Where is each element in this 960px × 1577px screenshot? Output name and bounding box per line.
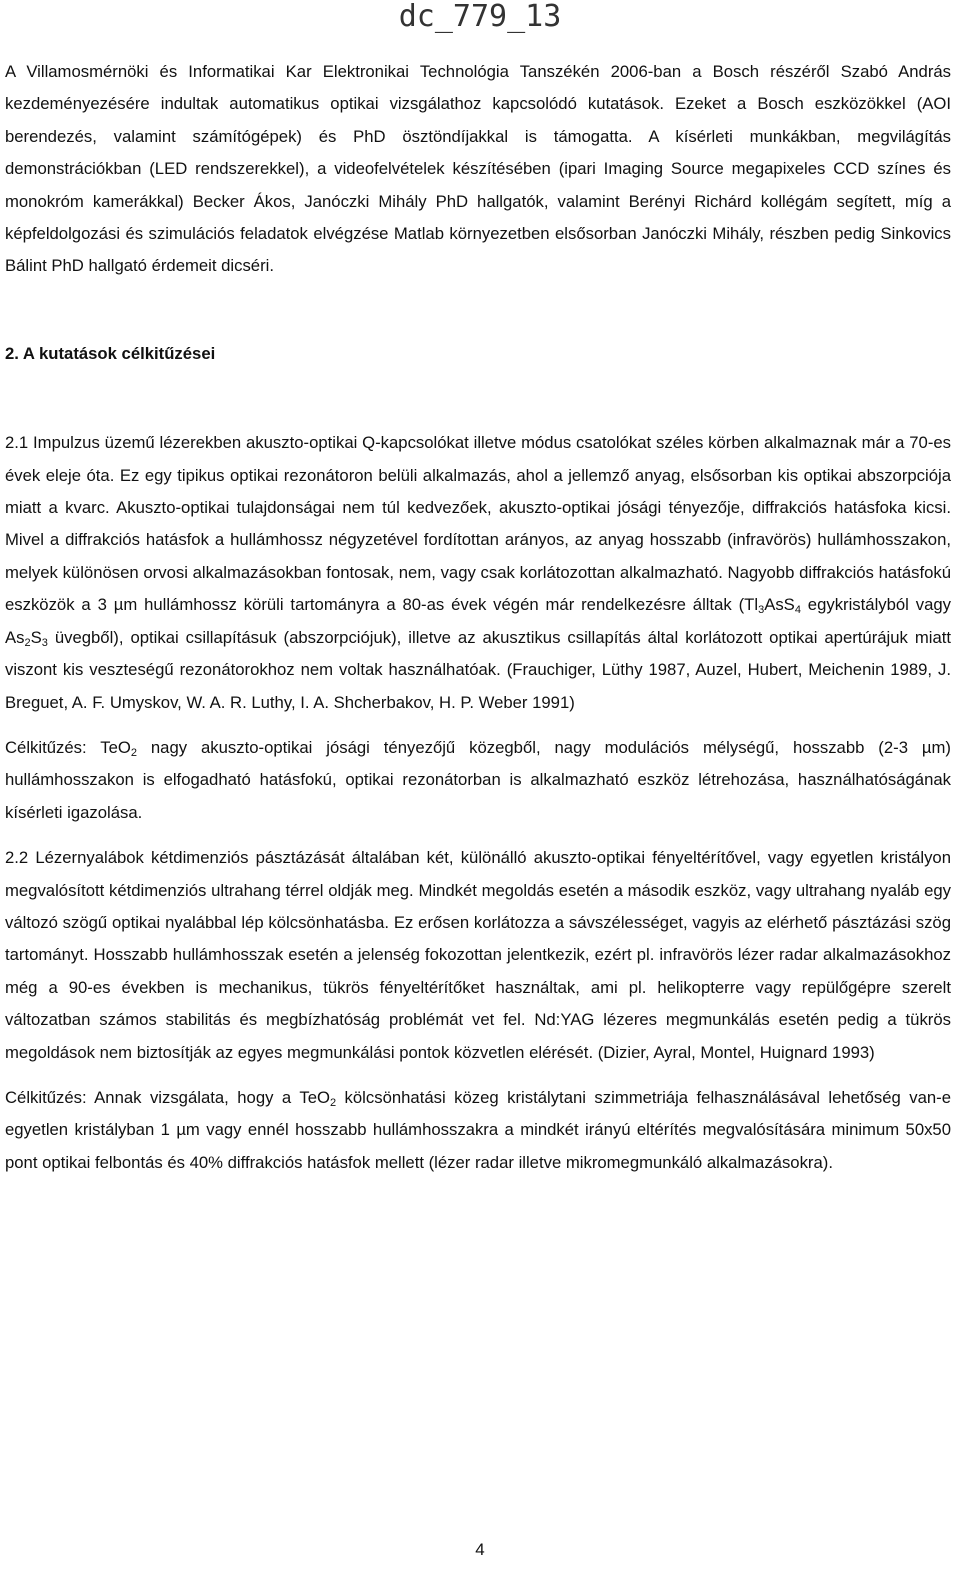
- section-2-1-paragraph: [5, 427, 951, 719]
- page-number: 4: [475, 1540, 485, 1559]
- text-run: Célkitűzés: Annak vizsgálata, hogy a TeO: [5, 1087, 330, 1107]
- subscript: 3: [758, 604, 765, 617]
- goal-2-paragraph: [5, 1082, 951, 1179]
- section-2-2-paragraph: 2.2 Lézernyalábok kétdimenziós pásztázását általában két, különálló akuszto-optikai fényeltérítővel, vagy egyetlen kristályon megvalósított kétdimenziós ultrahang térrel oldják meg. Mindkét megoldás esetén a második eszköz, vagy ultrahang nyaláb egy változó szögű optikai nyalábbal lép kölcsönhatásba. Ez erősen korlátozza a sávszélességet, vagyis az elérhető pásztázási szög tartományt. Hosszabb hullámhosszak esetén a jelenség fokozottan jelentkezik, ezért pl. infravörös lézer radar alkalmazásokhoz még a 90-es években is mechanikus, tükrös fényeltérítőket használtak, ami pl. helikopterre vagy repülőgépre szerelt változatban számos stabilitás és megbízhatóság problémát vet fel. Nd:YAG lézeres megmunkálás esetén pedig a tükrös megoldások nem biztosítják az egyes megmunkálási pontok közvetlen elérését. (Dizier, Ayral, Montel, Huignard 1993): [5, 848, 951, 1062]
- subscript: 2: [130, 746, 137, 759]
- intro-paragraph: A Villamosmérnöki és Informatikai Kar Elektronikai Technológia Tanszékén 2006-ban a Bosch részéről Szabó András kezdeményezésére indultak automatikus optikai vizsgálathoz kapcsolódó kutatások. Ezeket a Bosch eszközökkel (AOI berendezés, valamint számítógépek) és PhD ösztöndíjakkal is támogatta. A kísérleti munkákban, megvilágítás demonstrációkban (LED rendszerekkel), a videofelvételek készítésében (ipari Imaging Source megapixeles CCD színes és monokróm kamerákkal) Becker Ákos, Janóczki Mihály PhD hallgatók, valamint Berényi Richárd kollégám segített, míg a képfeldolgozási és szimulációs feladatok elvégzése Matlab környezetben elsősorban Janóczki Mihály, részben pedig Sinkovics Bálint PhD hallgató érdemeit dicséri.: [5, 62, 951, 276]
- text-run: üvegből), optikai csillapításuk (abszorpciójuk), illetve az akusztikus csillapítás által korlátozott optikai apertúrájuk miatt viszont kis veszteségű rezonátorokhoz nem voltak használhatóak. (Frauchiger, Lüthy 1987, Auzel, Hubert, Meichenin 1989, J. Breguet, A. F. Umyskov, W. A. R. Luthy, I. A. Shcherbakov, H. P. Weber 1991): [5, 627, 951, 712]
- spacer: [5, 1069, 951, 1082]
- text-run: kölcsönhatási közeg kristálytani szimmetriája felhasználásával lehetőség van-e egyetlen kristályban 1 µm vagy ennél hosszabb hullámhosszakra a mindkét irányú eltérítés megvalósítására minimum 50x50 pont optikai felbontás és 40% diffrakciós hatásfok mellett (lézer radar illetve mikromegmunkáló alkalmazásokra).: [5, 1087, 951, 1172]
- subscript: 3: [41, 636, 48, 649]
- text-run: nagy akuszto-optikai jósági tényezőjű közegből, nagy modulációs mélységű, hosszabb (2-3 µm) hullámhosszakon is elfogadható hatásfokú, optikai rezonátorban is alkalmazható eszköz létrehozása, használhatóságának kísérleti igazolása.: [5, 737, 951, 822]
- subscript: 2: [24, 636, 31, 649]
- document-id-header: dc_779_13: [398, 0, 562, 34]
- spacer: [5, 719, 951, 732]
- text-run: Célkitűzés: TeO: [5, 737, 131, 757]
- spacer: [5, 283, 951, 338]
- text-run: egykristályból vagy As: [5, 595, 952, 647]
- section-heading: 2. A kutatások célkitűzései: [5, 343, 216, 363]
- text-run: AsS: [764, 595, 795, 615]
- text-run: 2.1 Impulzus üzemű lézerekben akuszto-optikai Q-kapcsolókat illetve módus csatolókat széles körben alkalmaznak már a 70-es évek eleje óta. Ez egy tipikus optikai rezonátoron belüli alkalmazás, ahol a jellemző anyag, elsősorban kis optikai abszorpciója miatt a kvarc. Akuszto-optikai tulajdonságai nem túl kedvezőek, akuszto-optikai jósági tényezője, diffrakciós hatásfoka kicsi. Mivel a diffrakciós hatásfok a hullámhossz négyzetével fordítottan arányos, az anyag hosszabb (infravörös) hullámhosszakon, melyek különösen orvosi alkalmazásokban fontosak, nem, vagy csak korlátozottan alkalmazható. Nagyobb diffrakciós hatásfokú eszközök a 3 µm hullámhossz körüli tartományra a 80-as évek végén már rendelkezésre álltak (Tl: [5, 433, 951, 615]
- subscript: 4: [794, 604, 801, 617]
- page-content: [5, 56, 951, 1179]
- spacer: [5, 370, 951, 427]
- text-run: S: [30, 627, 42, 647]
- spacer: [5, 829, 951, 842]
- goal-1-paragraph: [5, 732, 951, 829]
- subscript: 2: [329, 1096, 337, 1109]
